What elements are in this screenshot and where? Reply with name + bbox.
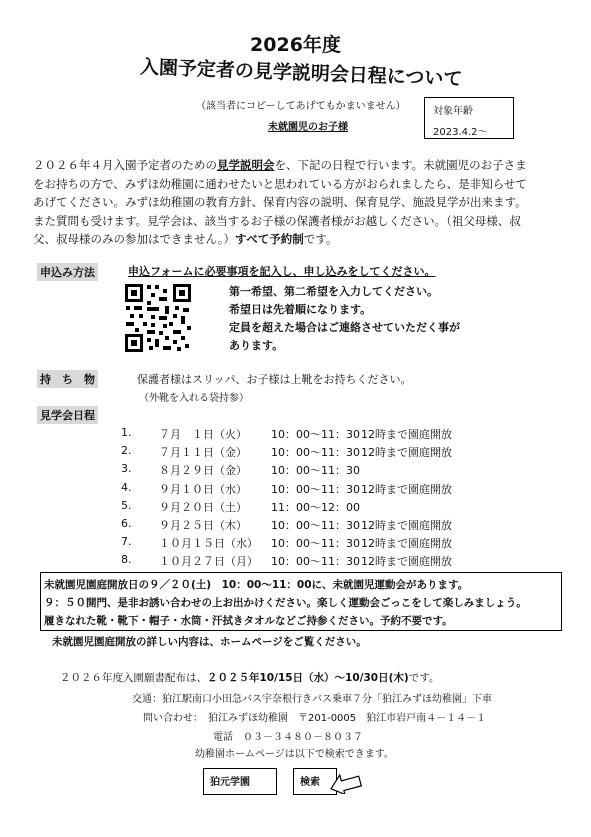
schedule-number: 6. [121,517,132,530]
schedule-time: 10：00〜11：30 [271,555,360,569]
schedule-number: 5. [121,498,132,512]
title-year: 2026年度 [250,34,341,56]
contact-info: 問い合わせ： 狛江みずほ幼稚園 〒201-0005 狛江市岩戸南４－１４－１ [143,713,487,724]
schedule-number: 3. [121,462,132,476]
schedule-date: ７月 １日（火） [159,428,247,441]
schedule-note: 12時まで園庭開放 [361,555,452,569]
schedule-number: 7. [121,535,132,549]
intro-line: また質問も受けます。見学会は、該当するお子様の保護者様がお越しください。（祖父母様、叔 [33,213,521,228]
notice-line: 履きなれた靴・靴下・帽子・水筒・汗拭きタオルなどご持参ください。予約不要です。 [44,615,453,627]
notice-homepage-line: 未就園児園庭開放の詳しい内容は、ホームページをご覧ください。 [52,636,367,648]
bring-tag: 持 ち 物 [37,370,98,388]
schedule-date: ９月２０日（土） [159,500,247,514]
target-age-value: 2023.4.2〜 [433,127,488,138]
schedule-note: 12時まで園庭開放 [361,428,452,441]
schedule-time: 10：00〜11：30 [271,446,360,460]
schedule-date: １０月１５日（水） [159,537,258,551]
search-button[interactable]: 検索 [293,768,337,795]
target-age-box [424,97,514,139]
schedule-tag: 見学会日程 [37,406,98,424]
schedule-time: 10：00〜11：30 [271,519,360,532]
schedule-date: ９月１０日（水） [159,482,247,496]
bring-text: 保護者様はスリッパ、お子様は上靴をお持ちください。 [137,373,412,386]
intro-text: を、下記の日程で行います。未就園児のお子さま [274,158,527,172]
apply-line: 定員を超えた場合はご連絡させていただく事が [229,321,460,334]
schedule-time: 10：00〜11：30 [271,482,360,496]
target-children: 未就園児のお子様 [268,122,348,133]
bring-subtext: （外靴を入れる袋持参） [139,393,249,404]
target-age-label: 対象年齢 [433,106,473,117]
intro-text: ２０２６年４月入園予定者のための [33,158,217,172]
homepage-search-hint: 幼稚園ホームページは以下で検索できます。 [195,749,394,760]
application-distribution [60,670,439,685]
intro-paragraph [33,156,563,249]
distribution-text: です。 [408,672,440,684]
cursor-arrow-icon [328,772,362,798]
search-keyword-box[interactable]: 狛元学園 [203,768,277,795]
apply-heading: 申込フォームに必要事項を記入し、申し込みをしてください。 [128,265,436,278]
schedule-date: ７月１１日（金） [159,446,247,460]
intro-line: あげてください。みずほ幼稚園の教育方針、保育内容の説明、保育見学、施設見学が出来ます。 [33,195,527,209]
schedule-number: 2. [121,444,132,458]
traffic-info: 交通：狛江駅南口小田急バス宇奈根行きバス乗車７分「狛江みずほ幼稚園」下車 [132,694,492,705]
notice-line: ９：５０開門、是非お誘い合わせの上お出かけください。楽しく運動会ごっこをして楽しみましょう。 [44,597,527,609]
apply-line: あります。 [229,339,284,352]
intro-text: です。 [303,232,338,246]
reservation-required: すべて予約制 [234,232,304,246]
schedule-time: 10：00〜11：30 [271,464,360,478]
distribution-text: ２０２６年度入園願書配布は、 [60,672,207,684]
intro-line: をお持ちの方で、みずほ幼稚園に通わせたいと思われている方がおられましたら、是非知らせて [33,176,527,191]
schedule-date: ８月２９日（金） [159,464,247,478]
apply-line: 希望日は先着順になります。 [229,303,372,316]
schedule-note: 12時まで園庭開放 [361,446,452,460]
distribution-dates: ２０２５年10/15日（水）〜10/30日(木) [207,672,409,684]
phone-number: 電話 ０３－３４８０－８０３７ [213,732,363,743]
qr-code-icon[interactable] [124,283,192,353]
schedule-note: 12時まで園庭開放 [361,537,452,551]
schedule-note: 12時まで園庭開放 [361,519,452,532]
schedule-number: 8. [121,553,132,567]
schedule-number: 1. [121,426,132,439]
intro-text: 父、叔母様のみの参加はできません。） [33,232,235,246]
apply-line: 第一希望、第二希望を入力してください。 [229,285,438,298]
intro-highlight: 見学説明会 [217,158,275,172]
schedule-time: 10：00〜11：30 [271,428,360,441]
apply-tag: 申込み方法 [37,263,98,281]
copy-note: （該当者にコピーしてあげてもかまいません） [196,101,406,112]
schedule-note: 12時まで園庭開放 [361,482,452,496]
page-title: 入園予定者の見学説明会日程について [139,56,463,91]
schedule-time: 10：00〜11：30 [271,537,360,551]
notice-line: 未就園児園庭開放日の９／２０(土) 10：00〜11：00に、未就園児運動会があります。 [44,579,469,591]
schedule-number: 4. [121,480,132,494]
schedule-time: 11：00〜12：00 [271,500,360,514]
schedule-date: ９月２５日（木） [159,519,247,532]
schedule-date: １０月２７日（月） [159,555,258,569]
